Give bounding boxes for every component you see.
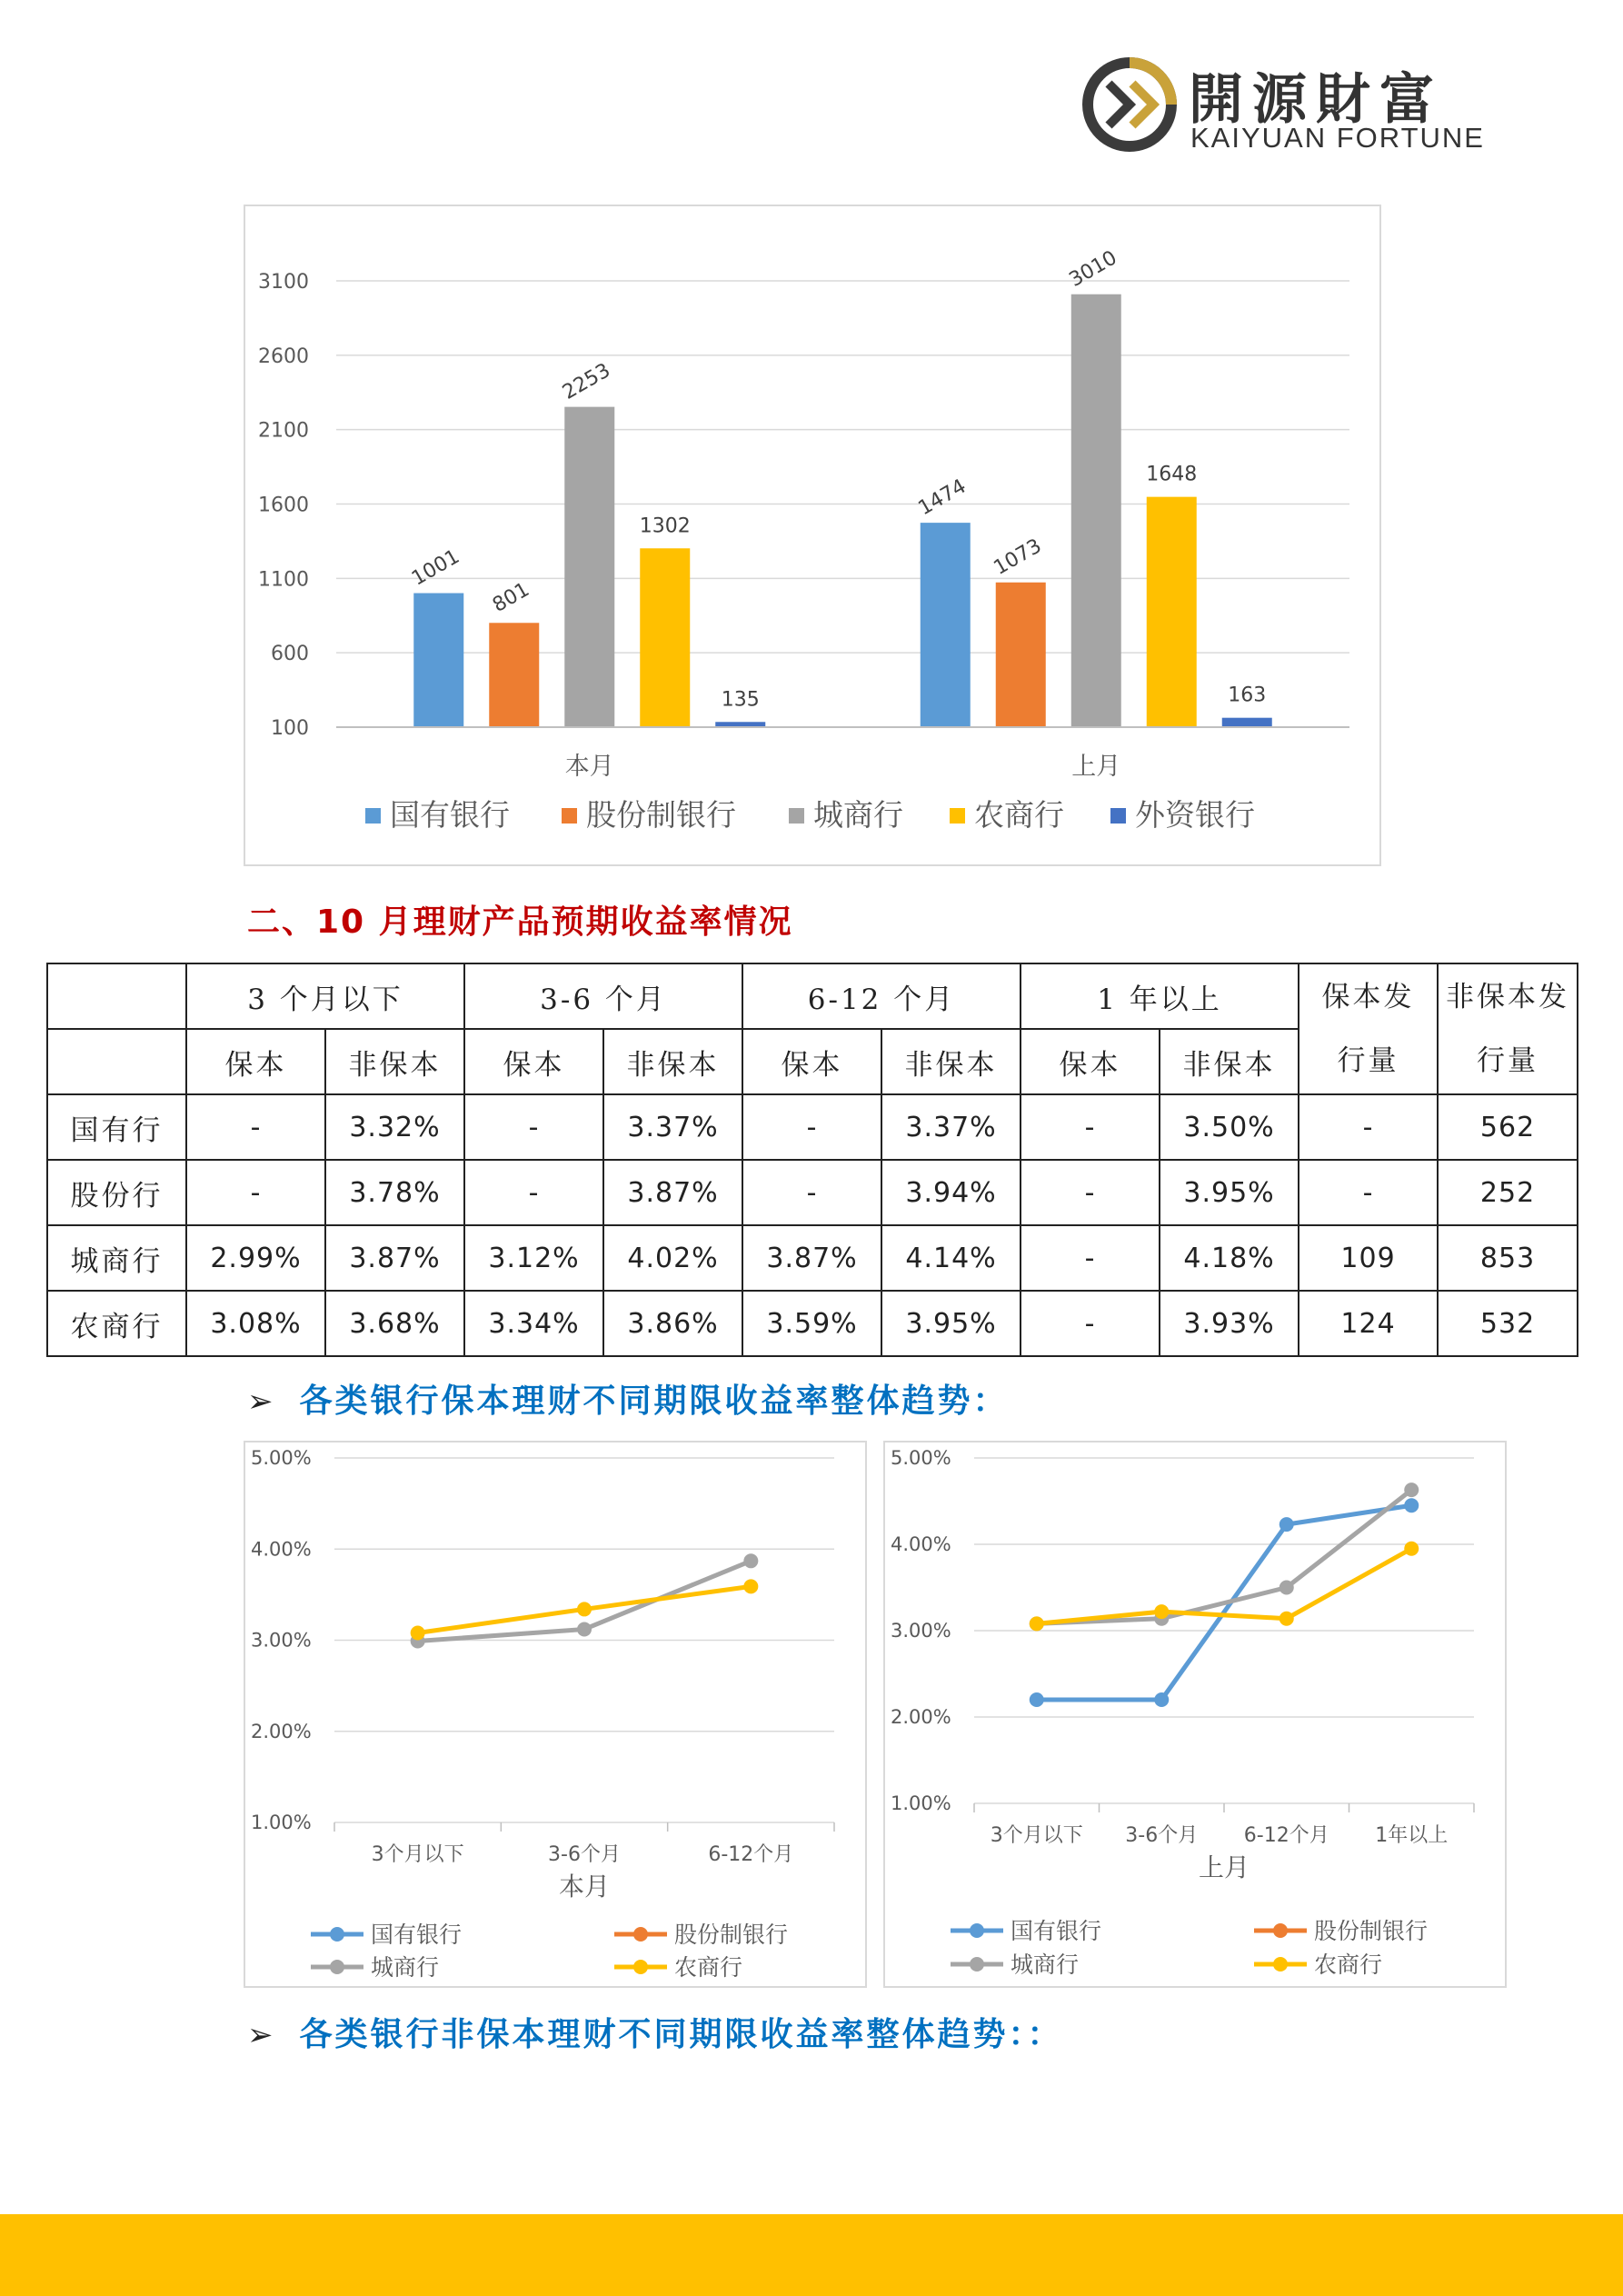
sub-header: 保本 <box>186 1029 325 1094</box>
line-chart-this-month-frame <box>244 1441 867 1988</box>
sub-header: 保本 <box>742 1029 881 1094</box>
header-group-1y: 1 年以上 <box>1021 963 1299 1029</box>
data-point <box>1279 1581 1294 1595</box>
legend-marker <box>330 1927 344 1942</box>
bar <box>921 523 971 727</box>
table-cell: 3.37% <box>881 1094 1021 1160</box>
legend-label: 城商行 <box>1011 1952 1080 1978</box>
y-tick-label: 1.00% <box>251 1812 312 1833</box>
bar-data-label: 3010 <box>1065 246 1121 292</box>
bar <box>640 548 690 727</box>
legend-swatch <box>365 808 381 824</box>
data-point <box>1404 1498 1419 1512</box>
bar <box>564 407 614 727</box>
kaiyuan-logo-icon <box>1081 56 1178 153</box>
legend-swatch <box>789 808 804 824</box>
bar-chart <box>245 206 1379 864</box>
table-cell: - <box>1299 1160 1438 1225</box>
y-tick-label: 1600 <box>258 494 309 517</box>
bar-data-label: 135 <box>721 688 760 712</box>
data-point <box>743 1579 758 1593</box>
line-chart-last-month-frame <box>883 1441 1507 1988</box>
bar <box>413 594 463 727</box>
bar-data-label: 801 <box>489 578 533 617</box>
table-cell: 3.94% <box>881 1160 1021 1225</box>
arrow-bullet-icon: ➢ <box>247 2017 276 2053</box>
y-tick-label: 600 <box>271 643 309 666</box>
table-cell: 3.78% <box>325 1160 464 1225</box>
header-group-3m: 3 个月以下 <box>186 963 464 1029</box>
y-tick-label: 2.00% <box>251 1720 312 1742</box>
table-cell: 4.14% <box>881 1225 1021 1291</box>
arrow-bullet-icon: ➢ <box>247 1383 276 1420</box>
table-cell: - <box>186 1160 325 1225</box>
table-cell: 3.95% <box>881 1291 1021 1356</box>
table-row <box>47 1291 1578 1356</box>
table-cell: - <box>186 1094 325 1160</box>
data-point <box>1030 1616 1044 1631</box>
legend-marker <box>633 1960 648 1974</box>
row-bank-type: 国有行 <box>47 1094 186 1160</box>
yield-table <box>46 963 1578 1357</box>
y-tick-label: 3.00% <box>891 1620 951 1642</box>
y-tick-label: 5.00% <box>251 1447 312 1469</box>
bar-data-label: 1648 <box>1146 463 1198 486</box>
y-tick-label: 4.00% <box>251 1538 312 1561</box>
x-category-label: 3-6个月 <box>548 1843 621 1866</box>
table-cell: 3.87% <box>603 1160 742 1225</box>
data-point <box>577 1622 592 1636</box>
sub-header: 非保本 <box>881 1029 1021 1094</box>
legend-label: 股份制银行 <box>1314 1918 1429 1944</box>
x-category-label: 本月 <box>564 753 614 781</box>
line-chart-this-month <box>245 1442 865 1986</box>
sub-header: 非保本 <box>603 1029 742 1094</box>
header-group-6-12m: 6-12 个月 <box>742 963 1021 1029</box>
table-cell: - <box>1299 1094 1438 1160</box>
x-category-label: 1年以上 <box>1375 1824 1449 1847</box>
legend-label: 国有银行 <box>371 1922 463 1948</box>
table-cell: 3.87% <box>742 1225 881 1291</box>
legend-marker <box>1273 1923 1288 1938</box>
x-category-label: 上月 <box>1071 753 1121 781</box>
table-cell: 3.50% <box>1160 1094 1299 1160</box>
x-axis-title: 本月 <box>558 1872 611 1902</box>
legend-marker <box>1273 1957 1288 1972</box>
y-tick-label: 2.00% <box>891 1706 951 1728</box>
table-cell: - <box>1021 1291 1160 1356</box>
y-tick-label: 3.00% <box>251 1629 312 1652</box>
data-point <box>1404 1542 1419 1556</box>
row-bank-type: 城商行 <box>47 1225 186 1291</box>
data-point <box>577 1602 592 1616</box>
table-cell: 3.37% <box>603 1094 742 1160</box>
x-category-label: 6-12个月 <box>708 1843 794 1866</box>
table-cell: 853 <box>1438 1225 1578 1291</box>
legend-marker <box>330 1960 344 1974</box>
table-cell: - <box>742 1094 881 1160</box>
data-point <box>1279 1517 1294 1532</box>
table-cell: 109 <box>1299 1225 1438 1291</box>
table-row <box>47 1094 1578 1160</box>
bar-data-label: 1302 <box>639 514 691 538</box>
legend-marker <box>970 1923 984 1938</box>
legend-label: 城商行 <box>371 1954 440 1981</box>
bullet-text: 各类银行非保本理财不同期限收益率整体趋势：： <box>299 2016 1063 2053</box>
brand-logo <box>1081 56 1518 156</box>
x-category-label: 3个月以下 <box>371 1843 464 1866</box>
y-tick-label: 1100 <box>258 568 309 592</box>
table-cell: - <box>742 1160 881 1225</box>
legend-swatch <box>950 808 965 824</box>
y-tick-label: 2600 <box>258 344 309 368</box>
bar-data-label: 2253 <box>559 359 614 404</box>
row-bank-type: 农商行 <box>47 1291 186 1356</box>
table-cell: - <box>1021 1225 1160 1291</box>
legend-marker <box>633 1927 648 1942</box>
y-tick-label: 1.00% <box>891 1792 951 1814</box>
bar <box>1147 497 1197 727</box>
footer-bar <box>0 2214 1623 2296</box>
table-row <box>47 1160 1578 1225</box>
data-point <box>1404 1482 1419 1497</box>
x-category-label: 6-12个月 <box>1243 1824 1329 1847</box>
table-cell: - <box>464 1094 603 1160</box>
bar-data-label: 163 <box>1228 684 1267 707</box>
line-chart-last-month <box>885 1442 1505 1986</box>
table-cell: 532 <box>1438 1291 1578 1356</box>
sub-header: 保本 <box>1021 1029 1160 1094</box>
legend-label: 农商行 <box>1314 1952 1383 1978</box>
data-point <box>1154 1604 1169 1619</box>
bar-data-label: 1001 <box>408 545 463 591</box>
sub-header: 保本 <box>464 1029 603 1094</box>
sub-header: 非保本 <box>325 1029 464 1094</box>
legend-label: 国有银行 <box>390 797 510 833</box>
x-axis-title: 上月 <box>1198 1852 1250 1882</box>
legend-label: 股份制银行 <box>586 797 736 833</box>
y-tick-label: 4.00% <box>891 1533 951 1555</box>
table-cell: 3.95% <box>1160 1160 1299 1225</box>
table-cell: 3.12% <box>464 1225 603 1291</box>
bar <box>1071 294 1121 727</box>
data-point <box>1154 1692 1169 1707</box>
row-bank-type: 股份行 <box>47 1160 186 1225</box>
bar <box>996 583 1046 727</box>
legend-label: 国有银行 <box>1011 1918 1102 1944</box>
data-point <box>1279 1612 1294 1626</box>
table-cell: 3.08% <box>186 1291 325 1356</box>
x-category-label: 3-6个月 <box>1125 1824 1199 1847</box>
bar <box>1222 718 1272 727</box>
header-nonguaranteed-volume: 非保本发行量 <box>1438 963 1578 1094</box>
table-cell: 124 <box>1299 1291 1438 1356</box>
y-tick-label: 100 <box>271 717 309 740</box>
table-cell: 562 <box>1438 1094 1578 1160</box>
legend-marker <box>970 1957 984 1972</box>
table-cell: 3.86% <box>603 1291 742 1356</box>
legend-label: 农商行 <box>674 1954 743 1981</box>
brand-name-en: KAIYUAN FORTUNE <box>1190 122 1485 154</box>
table-corner-2 <box>47 1029 186 1094</box>
table-cell: 3.32% <box>325 1094 464 1160</box>
sub-header: 非保本 <box>1160 1029 1299 1094</box>
section-title: 二、10 月理财产品预期收益率情况 <box>247 903 793 941</box>
legend-label: 城商行 <box>813 797 903 833</box>
bullet-text: 各类银行保本理财不同期限收益率整体趋势： <box>299 1383 1009 1420</box>
legend-swatch <box>562 808 577 824</box>
bar-data-label: 1474 <box>914 474 971 521</box>
legend-label: 外资银行 <box>1135 797 1255 833</box>
data-point <box>743 1553 758 1568</box>
legend-label: 股份制银行 <box>674 1922 789 1948</box>
table-cell: 3.34% <box>464 1291 603 1356</box>
table-row <box>47 1225 1578 1291</box>
table-cell: - <box>1021 1160 1160 1225</box>
x-category-label: 3个月以下 <box>990 1824 1083 1847</box>
y-tick-label: 5.00% <box>891 1447 951 1469</box>
table-cell: 2.99% <box>186 1225 325 1291</box>
header-group-3-6m: 3-6 个月 <box>464 963 742 1029</box>
table-cell: 3.87% <box>325 1225 464 1291</box>
series-line <box>1037 1490 1412 1623</box>
data-point <box>411 1625 425 1640</box>
bar-chart-frame <box>244 205 1381 866</box>
legend-swatch <box>1110 808 1126 824</box>
y-tick-label: 3100 <box>258 271 309 294</box>
table-cell: 3.93% <box>1160 1291 1299 1356</box>
table-cell: 3.68% <box>325 1291 464 1356</box>
y-tick-label: 2100 <box>258 419 309 443</box>
header-guaranteed-volume: 保本发行量 <box>1299 963 1438 1094</box>
brand-name-cn: 開源財富 <box>1189 68 1443 132</box>
table-cell: - <box>1021 1094 1160 1160</box>
table-corner <box>47 963 186 1029</box>
bullet-title-nonguaranteed <box>247 2009 1063 2055</box>
bar-data-label: 1073 <box>990 534 1046 580</box>
bullet-title-guaranteed <box>247 1375 1009 1422</box>
legend-label: 农商行 <box>974 797 1064 833</box>
table-cell: - <box>464 1160 603 1225</box>
table-cell: 3.59% <box>742 1291 881 1356</box>
table-cell: 252 <box>1438 1160 1578 1225</box>
table-cell: 4.18% <box>1160 1225 1299 1291</box>
table-cell: 4.02% <box>603 1225 742 1291</box>
data-point <box>1030 1692 1044 1707</box>
bar <box>489 623 539 727</box>
